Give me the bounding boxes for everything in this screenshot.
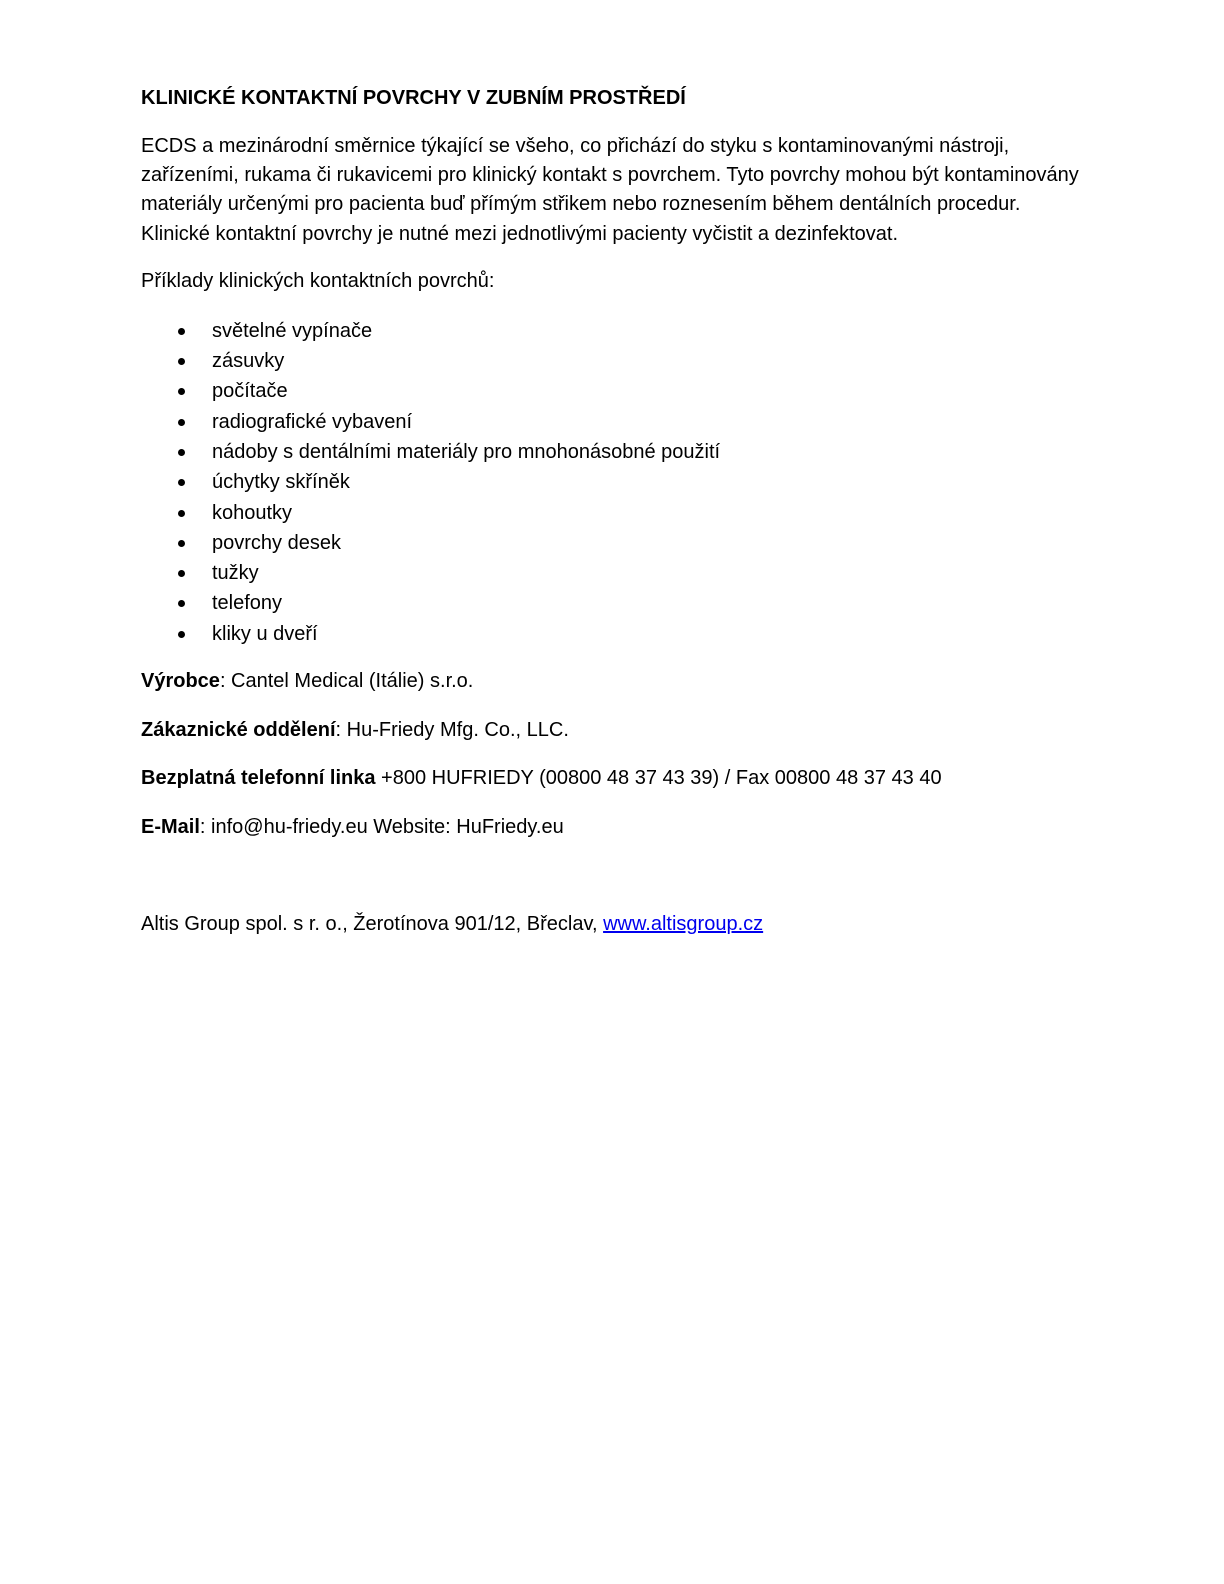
manufacturer-value: : Cantel Medical (Itálie) s.r.o. — [219, 670, 474, 693]
phone-label: Bezplatná telefonní linka — [141, 767, 376, 790]
manufacturer-line — [141, 667, 1081, 696]
bullet-icon — [178, 540, 185, 547]
manufacturer-label: Výrobce — [141, 670, 220, 693]
bullet-icon — [178, 631, 185, 638]
list-item — [141, 407, 1081, 437]
list-item-text: světelné vypínače — [212, 319, 373, 342]
intro-paragraph: ECDS a mezinárodní směrnice týkající se všeho, co přichází do styku s kontaminovanými nástroji, zařízeními, rukama či rukavicemi pro klinický kontakt s povrchem. Tyto povrchy mohou být kontaminovány materiály určenými pro pacienta buď přímým střikem nebo roznesením během dentálních procedur. Klinické kontaktní povrchy je nutné mezi jednotlivými pacienty vyčistit a dezinfektovat. — [141, 135, 1079, 245]
list-item — [141, 588, 1081, 618]
examples-intro: Příklady klinických kontaktních povrchů: — [141, 269, 495, 292]
document-page — [141, 84, 1081, 939]
bullet-icon — [178, 358, 185, 365]
email-label: E-Mail — [141, 815, 200, 838]
bullet-icon — [178, 600, 185, 607]
list-item-text: úchytky skříněk — [212, 471, 350, 494]
list-item — [141, 316, 1081, 346]
bullet-icon — [178, 328, 185, 335]
website-link[interactable]: www.altisgroup.cz — [603, 912, 764, 935]
list-item-text: počítače — [212, 380, 288, 403]
bullet-icon — [178, 570, 185, 577]
list-item-text: nádoby s dentálními materiály pro mnohonásobné použití — [212, 441, 721, 463]
footer-line — [141, 910, 1081, 939]
examples-list — [141, 316, 1081, 649]
bullet-icon — [178, 388, 185, 395]
list-item — [141, 346, 1081, 376]
list-item-text: radiografické vybavení — [212, 410, 413, 433]
list-item — [141, 528, 1081, 558]
list-item — [141, 498, 1081, 528]
list-item-text: tužky — [212, 562, 259, 585]
list-item — [141, 437, 1081, 467]
customer-service-label: Zákaznické oddělení — [141, 718, 336, 741]
phone-line — [141, 764, 1081, 793]
list-item-text: kliky u dveří — [212, 622, 318, 645]
footer-text: Altis Group spol. s r. o., Žerotínova 901/12, Břeclav, — [141, 912, 604, 935]
bullet-icon — [178, 419, 185, 426]
list-item — [141, 619, 1081, 649]
customer-service-value: : Hu-Friedy Mfg. Co., LLC. — [335, 718, 569, 741]
customer-service-line — [141, 716, 1081, 745]
list-item-text: zásuvky — [212, 350, 285, 373]
phone-value: +800 HUFRIEDY (00800 48 37 43 39) / Fax 00800 48 37 43 40 — [375, 767, 942, 790]
list-item — [141, 376, 1081, 406]
document-title: KLINICKÉ KONTAKTNÍ POVRCHY V ZUBNÍM PROSTŘEDÍ — [141, 87, 686, 109]
email-value: : info@hu-friedy.eu Website: HuFriedy.eu — [199, 815, 564, 838]
bullet-icon — [178, 479, 185, 486]
email-line — [141, 813, 1081, 842]
list-item-text: telefony — [212, 592, 283, 615]
list-item-text: povrchy desek — [212, 531, 341, 554]
bullet-icon — [178, 510, 185, 517]
bullet-icon — [178, 449, 185, 456]
list-item — [141, 558, 1081, 588]
list-item — [141, 467, 1081, 497]
list-item-text: kohoutky — [212, 501, 293, 524]
